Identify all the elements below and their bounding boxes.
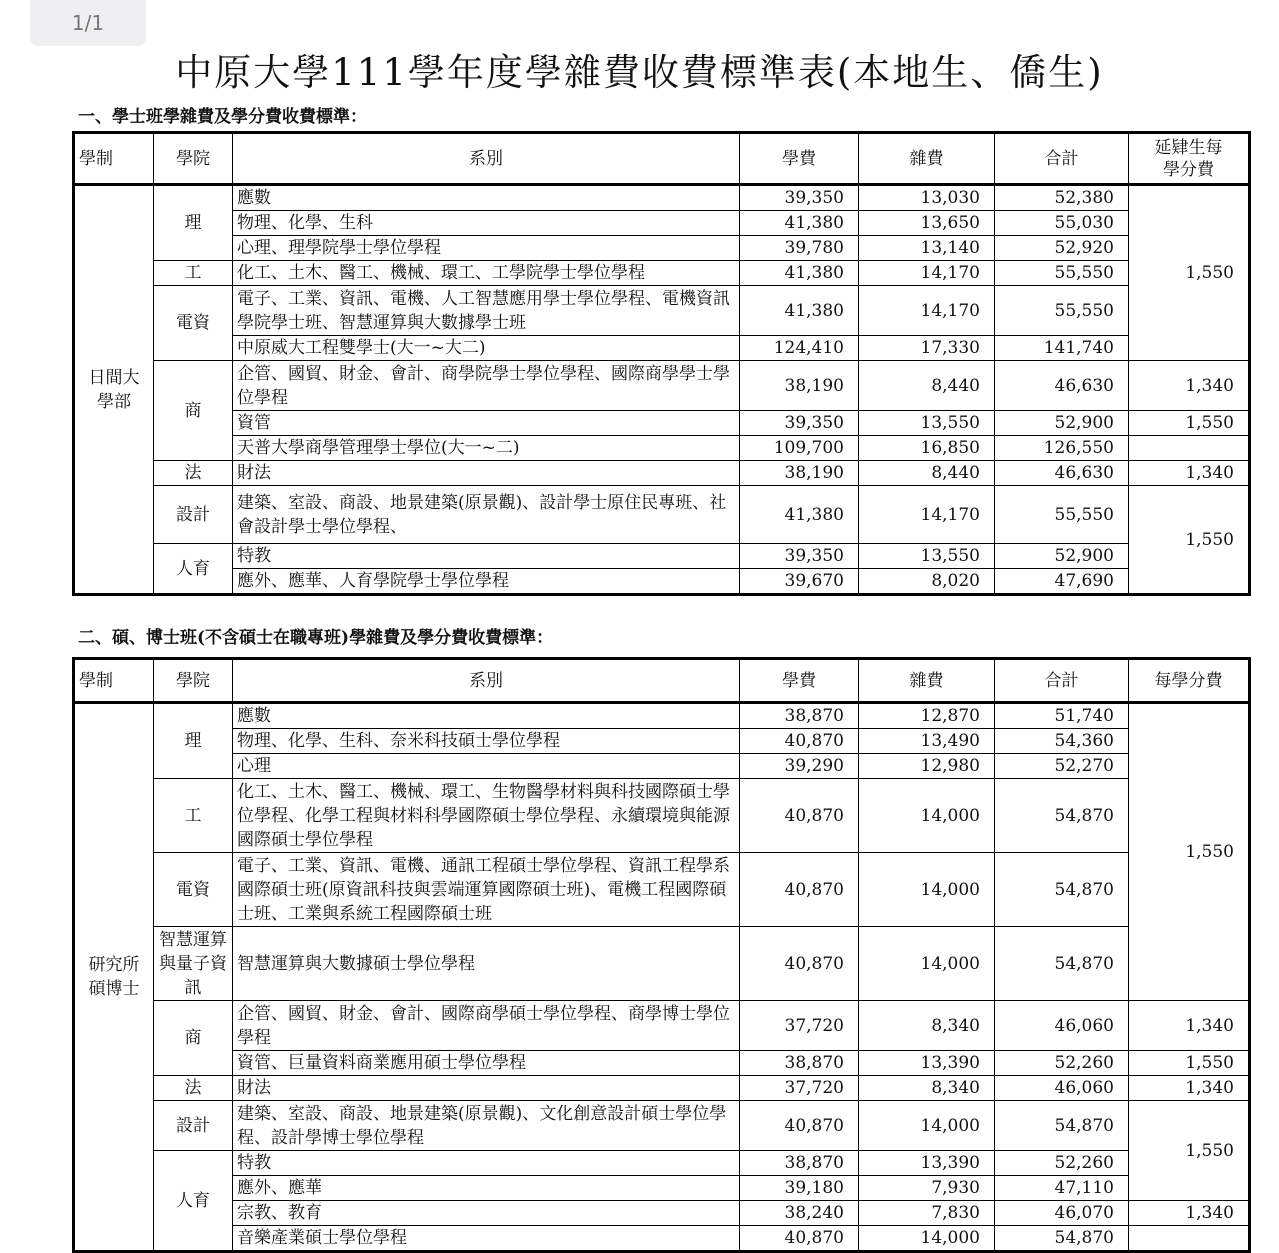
table-row	[74, 436, 1250, 461]
credit-fee-cell: 1,550	[1129, 185, 1250, 361]
tuition-cell: 38,240	[740, 1201, 859, 1226]
table-row	[74, 1001, 1250, 1051]
dept-cell: 建築、室設、商設、地景建築(原景觀)、設計學士原住民專班、社會設計學士學位學程、	[233, 486, 740, 544]
graduate-fee-table	[72, 657, 1251, 1253]
tuition-cell: 40,870	[740, 853, 859, 927]
dept-cell: 應外、應華、人育學院學士學位學程	[233, 569, 740, 595]
dept-cell: 特教	[233, 1151, 740, 1176]
page-indicator: 1/1	[30, 0, 146, 46]
misc-cell: 8,340	[859, 1076, 995, 1101]
misc-cell: 8,340	[859, 1001, 995, 1051]
credit-fee-cell: 1,340	[1129, 461, 1250, 486]
tuition-cell: 40,870	[740, 1226, 859, 1252]
tuition-cell: 40,870	[740, 729, 859, 754]
tuition-cell: 40,870	[740, 1101, 859, 1151]
table-row	[74, 286, 1250, 336]
total-cell: 52,900	[995, 544, 1129, 569]
college-cell: 設計	[154, 486, 233, 544]
table-row	[74, 1151, 1250, 1176]
header-misc: 雜費	[859, 133, 995, 185]
dept-cell: 心理	[233, 754, 740, 779]
header-college: 學院	[154, 133, 233, 185]
college-cell: 法	[154, 1076, 233, 1101]
header-dept: 系別	[233, 133, 740, 185]
section2-heading: 二、碩、博士班(不含碩士在職專班)學雜費及學分費收費標準：	[78, 628, 554, 648]
dept-cell: 天普大學商學管理學士學位(大一~二)	[233, 436, 740, 461]
total-cell: 55,550	[995, 286, 1129, 336]
tuition-cell: 40,870	[740, 779, 859, 853]
table-row	[74, 1226, 1250, 1252]
tuition-cell: 39,350	[740, 411, 859, 436]
credit-fee-cell: 1,550	[1129, 703, 1250, 1001]
table-row	[74, 261, 1250, 286]
misc-cell: 14,000	[859, 1101, 995, 1151]
dept-cell: 建築、室設、商設、地景建築(原景觀)、文化創意設計碩士學位學程、設計學博士學位學程	[233, 1101, 740, 1151]
tuition-cell: 38,190	[740, 461, 859, 486]
table-row	[74, 461, 1250, 486]
misc-cell: 13,390	[859, 1051, 995, 1076]
tuition-cell: 37,720	[740, 1001, 859, 1051]
header-system: 學制	[74, 133, 154, 185]
misc-cell: 14,000	[859, 779, 995, 853]
dept-cell: 音樂產業碩士學位學程	[233, 1226, 740, 1252]
table-row	[74, 703, 1250, 729]
table-row	[74, 569, 1250, 595]
misc-cell: 13,390	[859, 1151, 995, 1176]
total-cell: 47,110	[995, 1176, 1129, 1201]
dept-cell: 化工、土木、醫工、機械、環工、生物醫學材料與科技國際碩士學位學程、化學工程與材料科學國際碩士學位學程、永續環境與能源國際碩士學位學程	[233, 779, 740, 853]
tuition-cell: 39,350	[740, 544, 859, 569]
college-cell: 智慧運算與量子資訊	[154, 927, 233, 1001]
tuition-cell: 38,870	[740, 1151, 859, 1176]
total-cell: 55,550	[995, 261, 1129, 286]
table-row	[74, 185, 1250, 211]
tuition-cell: 41,380	[740, 211, 859, 236]
credit-fee-cell: 1,340	[1129, 1201, 1250, 1226]
header-credit-fee: 延肄生每學分費	[1129, 133, 1250, 185]
table-row	[74, 336, 1250, 361]
college-cell: 人育	[154, 1151, 233, 1252]
table-row	[74, 729, 1250, 754]
college-cell: 理	[154, 703, 233, 779]
total-cell: 46,630	[995, 361, 1129, 411]
total-cell: 54,360	[995, 729, 1129, 754]
dept-cell: 電子、工業、資訊、電機、通訊工程碩士學位學程、資訊工程學系國際碩士班(原資訊科技與雲端運算國際碩士班)、電機工程國際碩士班、工業與系統工程國際碩士班	[233, 853, 740, 927]
tuition-cell: 41,380	[740, 261, 859, 286]
college-cell: 法	[154, 461, 233, 486]
tuition-cell: 38,870	[740, 703, 859, 729]
dept-cell: 智慧運算與大數據碩士學位學程	[233, 927, 740, 1001]
system-cell: 日間大學部	[74, 185, 154, 595]
table-row	[74, 927, 1250, 1001]
table-header-row	[74, 659, 1250, 703]
misc-cell: 16,850	[859, 436, 995, 461]
tuition-cell: 39,290	[740, 754, 859, 779]
college-cell: 商	[154, 361, 233, 461]
total-cell: 46,060	[995, 1076, 1129, 1101]
misc-cell: 14,170	[859, 286, 995, 336]
misc-cell: 13,650	[859, 211, 995, 236]
misc-cell: 8,020	[859, 569, 995, 595]
credit-fee-cell: 1,550	[1129, 1101, 1250, 1201]
college-cell: 工	[154, 779, 233, 853]
total-cell: 52,380	[995, 185, 1129, 211]
document-title: 中原大學111學年度學雜費收費標準表(本地生、僑生)	[175, 51, 1104, 94]
tuition-cell: 124,410	[740, 336, 859, 361]
credit-fee-cell: 1,550	[1129, 1051, 1250, 1076]
total-cell: 54,870	[995, 1226, 1129, 1252]
dept-cell: 資管	[233, 411, 740, 436]
misc-cell: 8,440	[859, 361, 995, 411]
table-row	[74, 1101, 1250, 1151]
dept-cell: 企管、國貿、財金、會計、國際商學碩士學位學程、商學博士學位學程	[233, 1001, 740, 1051]
header-dept: 系別	[233, 659, 740, 703]
tuition-cell: 37,720	[740, 1076, 859, 1101]
table-row	[74, 211, 1250, 236]
total-cell: 52,260	[995, 1051, 1129, 1076]
misc-cell: 13,550	[859, 544, 995, 569]
dept-cell: 化工、土木、醫工、機械、環工、工學院學士學位學程	[233, 261, 740, 286]
header-credit-fee: 每學分費	[1129, 659, 1250, 703]
total-cell: 54,870	[995, 927, 1129, 1001]
table-row	[74, 779, 1250, 853]
misc-cell: 14,000	[859, 1226, 995, 1252]
table-row	[74, 853, 1250, 927]
total-cell: 52,900	[995, 411, 1129, 436]
misc-cell: 13,030	[859, 185, 995, 211]
dept-cell: 財法	[233, 461, 740, 486]
college-cell: 理	[154, 185, 233, 261]
dept-cell: 中原威大工程雙學士(大一~大二)	[233, 336, 740, 361]
misc-cell: 17,330	[859, 336, 995, 361]
total-cell: 52,260	[995, 1151, 1129, 1176]
misc-cell: 7,830	[859, 1201, 995, 1226]
table-row	[74, 1176, 1250, 1201]
college-cell: 商	[154, 1001, 233, 1076]
tuition-cell: 39,670	[740, 569, 859, 595]
tuition-cell: 39,350	[740, 185, 859, 211]
college-cell: 工	[154, 261, 233, 286]
dept-cell: 物理、化學、生科、奈米科技碩士學位學程	[233, 729, 740, 754]
total-cell: 46,070	[995, 1201, 1129, 1226]
dept-cell: 應外、應華	[233, 1176, 740, 1201]
dept-cell: 特教	[233, 544, 740, 569]
misc-cell: 13,550	[859, 411, 995, 436]
college-cell: 人育	[154, 544, 233, 595]
tuition-cell: 40,870	[740, 927, 859, 1001]
misc-cell: 12,980	[859, 754, 995, 779]
total-cell: 55,030	[995, 211, 1129, 236]
credit-fee-cell: 1,340	[1129, 361, 1250, 411]
tuition-cell: 38,870	[740, 1051, 859, 1076]
total-cell: 46,630	[995, 461, 1129, 486]
total-cell: 54,870	[995, 779, 1129, 853]
table-row	[74, 1076, 1250, 1101]
dept-cell: 應數	[233, 703, 740, 729]
college-cell: 電資	[154, 286, 233, 361]
tuition-cell: 41,380	[740, 286, 859, 336]
misc-cell: 14,000	[859, 927, 995, 1001]
total-cell: 55,550	[995, 486, 1129, 544]
header-total: 合計	[995, 659, 1129, 703]
tuition-cell: 41,380	[740, 486, 859, 544]
misc-cell: 14,170	[859, 486, 995, 544]
undergraduate-fee-table	[72, 131, 1251, 596]
credit-fee-cell: 1,550	[1129, 486, 1250, 595]
credit-fee-cell: 1,550	[1129, 411, 1250, 436]
college-cell: 電資	[154, 853, 233, 927]
header-misc: 雜費	[859, 659, 995, 703]
table-row	[74, 1051, 1250, 1076]
header-college: 學院	[154, 659, 233, 703]
total-cell: 52,270	[995, 754, 1129, 779]
dept-cell: 財法	[233, 1076, 740, 1101]
header-system: 學制	[74, 659, 154, 703]
college-cell: 設計	[154, 1101, 233, 1151]
total-cell: 141,740	[995, 336, 1129, 361]
table-row	[74, 754, 1250, 779]
total-cell: 52,920	[995, 236, 1129, 261]
misc-cell: 12,870	[859, 703, 995, 729]
total-cell: 126,550	[995, 436, 1129, 461]
table-row	[74, 486, 1250, 544]
tuition-cell: 39,780	[740, 236, 859, 261]
total-cell: 46,060	[995, 1001, 1129, 1051]
dept-cell: 電子、工業、資訊、電機、人工智慧應用學士學位學程、電機資訊學院學士班、智慧運算與大數據學士班	[233, 286, 740, 336]
misc-cell: 13,490	[859, 729, 995, 754]
credit-fee-cell: 1,340	[1129, 1076, 1250, 1101]
table-row	[74, 411, 1250, 436]
table-row	[74, 1201, 1250, 1226]
dept-cell: 心理、理學院學士學位學程	[233, 236, 740, 261]
dept-cell: 企管、國貿、財金、會計、商學院學士學位學程、國際商學學士學位學程	[233, 361, 740, 411]
credit-fee-empty-cell	[1129, 1226, 1250, 1252]
misc-cell: 8,440	[859, 461, 995, 486]
dept-cell: 物理、化學、生科	[233, 211, 740, 236]
dept-cell: 宗教、教育	[233, 1201, 740, 1226]
header-tuition: 學費	[740, 659, 859, 703]
total-cell: 51,740	[995, 703, 1129, 729]
misc-cell: 14,170	[859, 261, 995, 286]
total-cell: 54,870	[995, 1101, 1129, 1151]
table-header-row	[74, 133, 1250, 185]
table-row	[74, 544, 1250, 569]
tuition-cell: 38,190	[740, 361, 859, 411]
dept-cell: 資管、巨量資料商業應用碩士學位學程	[233, 1051, 740, 1076]
system-cell: 研究所碩博士	[74, 703, 154, 1252]
section1-heading: 一、學士班學雜費及學分費收費標準：	[78, 107, 367, 127]
header-tuition: 學費	[740, 133, 859, 185]
tuition-cell: 109,700	[740, 436, 859, 461]
misc-cell: 13,140	[859, 236, 995, 261]
table-row	[74, 361, 1250, 411]
table-row	[74, 236, 1250, 261]
credit-fee-empty-cell	[1129, 436, 1250, 461]
credit-fee-cell: 1,340	[1129, 1001, 1250, 1051]
misc-cell: 14,000	[859, 853, 995, 927]
total-cell: 54,870	[995, 853, 1129, 927]
tuition-cell: 39,180	[740, 1176, 859, 1201]
total-cell: 47,690	[995, 569, 1129, 595]
header-total: 合計	[995, 133, 1129, 185]
dept-cell: 應數	[233, 185, 740, 211]
misc-cell: 7,930	[859, 1176, 995, 1201]
